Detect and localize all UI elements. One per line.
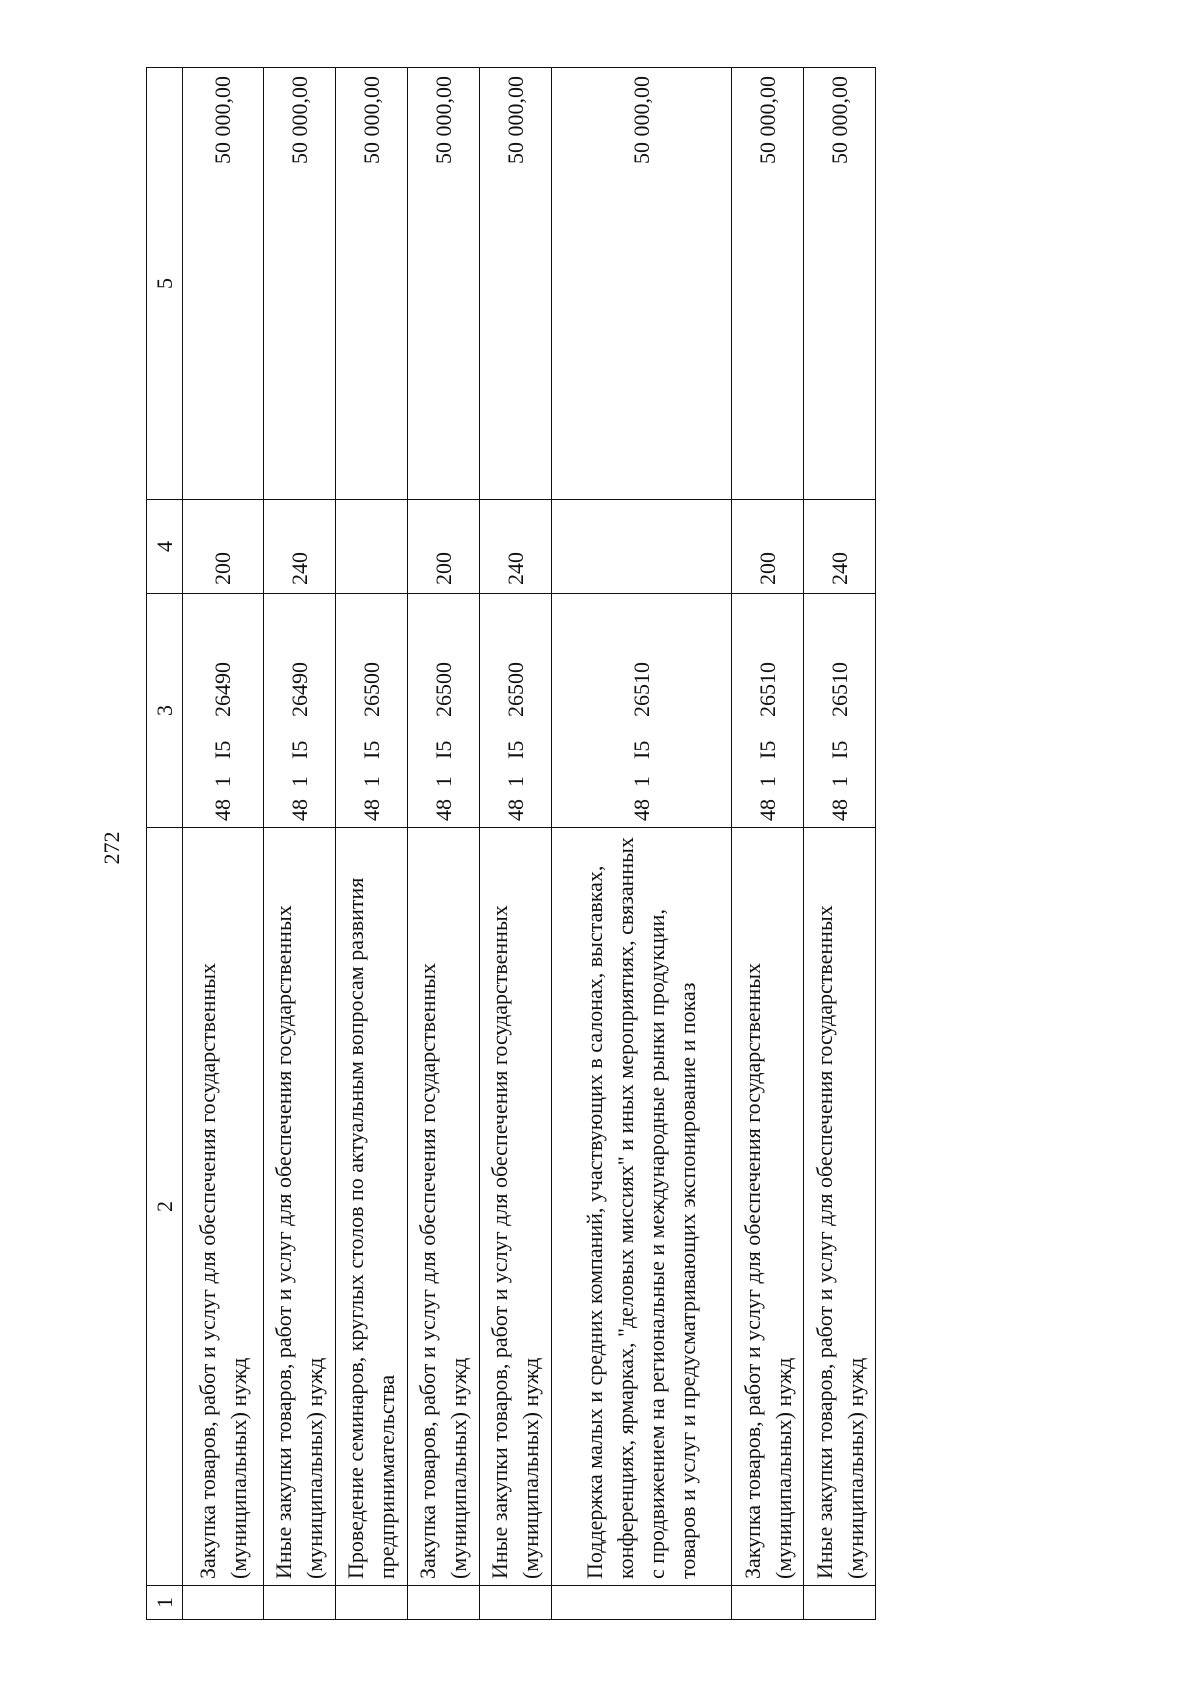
- description-cell: Поддержка малых и средних компаний, участвующих в салонах, выставках, конференциях, ярмарках, "деловых миссиях" и иных мероприятиях, связанных с продвижением на региональные и международные рынки продукции, товаров и услуг и предусматривающих экспонирование и показ: [551, 828, 732, 1586]
- classification-code-cell: 481I526500: [479, 594, 551, 828]
- description-cell: Иные закупки товаров, работ и услуг для обеспечения государственных (муниципальных) нужд: [479, 828, 551, 1586]
- table-row: [804, 68, 876, 1620]
- description-cell: Закупка товаров, работ и услуг для обеспечения государственных (муниципальных) нужд: [407, 828, 479, 1586]
- amount-cell: 50 000,00: [732, 68, 804, 500]
- amount-cell: 50 000,00: [335, 68, 407, 500]
- description-cell: Закупка товаров, работ и услуг для обеспечения государственных (муниципальных) нужд: [183, 828, 264, 1586]
- row-number-cell: [335, 1586, 407, 1620]
- classification-code-cell: 481I526490: [183, 594, 264, 828]
- column-header-1: 1: [147, 1586, 183, 1620]
- table-header-row: [147, 68, 183, 1620]
- amount-cell: 50 000,00: [407, 68, 479, 500]
- expense-type-cell: [335, 500, 407, 594]
- table-row: [551, 68, 732, 1620]
- row-number-cell: [732, 1586, 804, 1620]
- expense-type-cell: [551, 500, 732, 594]
- table-row: [407, 68, 479, 1620]
- column-header-4: 4: [147, 500, 183, 594]
- page-number: 272: [99, 831, 124, 865]
- column-header-3: 3: [147, 594, 183, 828]
- table-row: [335, 68, 407, 1620]
- amount-cell: 50 000,00: [479, 68, 551, 500]
- description-cell: Иные закупки товаров, работ и услуг для обеспечения государственных (муниципальных) нужд: [263, 828, 335, 1586]
- classification-code-cell: 481I526500: [407, 594, 479, 828]
- classification-code-cell: 481I526510: [804, 594, 876, 828]
- row-number-cell: [479, 1586, 551, 1620]
- expense-type-cell: 200: [407, 500, 479, 594]
- row-number-cell: [263, 1586, 335, 1620]
- column-header-5: 5: [147, 68, 183, 500]
- classification-code-cell: 481I526510: [732, 594, 804, 828]
- amount-cell: 50 000,00: [263, 68, 335, 500]
- description-cell: Иные закупки товаров, работ и услуг для обеспечения государственных (муниципальных) нужд: [804, 828, 876, 1586]
- classification-code-cell: 481I526490: [263, 594, 335, 828]
- classification-code-cell: 481I526500: [335, 594, 407, 828]
- table-row: [183, 68, 264, 1620]
- classification-code-cell: 481I526510: [551, 594, 732, 828]
- row-number-cell: [407, 1586, 479, 1620]
- table-row: [732, 68, 804, 1620]
- table-row: [263, 68, 335, 1620]
- row-number-cell: [551, 1586, 732, 1620]
- expense-type-cell: 240: [263, 500, 335, 594]
- budget-table-rotated: [146, 68, 876, 1620]
- expense-type-cell: 200: [732, 500, 804, 594]
- row-number-cell: [804, 1586, 876, 1620]
- table-row: [479, 68, 551, 1620]
- amount-cell: 50 000,00: [804, 68, 876, 500]
- expense-type-cell: 200: [183, 500, 264, 594]
- amount-cell: 50 000,00: [183, 68, 264, 500]
- expense-type-cell: 240: [804, 500, 876, 594]
- expense-type-cell: 240: [479, 500, 551, 594]
- budget-table: [146, 67, 876, 1620]
- column-header-2: 2: [147, 828, 183, 1586]
- amount-cell: 50 000,00: [551, 68, 732, 500]
- description-cell: Закупка товаров, работ и услуг для обеспечения государственных (муниципальных) нужд: [732, 828, 804, 1586]
- row-number-cell: [183, 1586, 264, 1620]
- description-cell: Проведение семинаров, круглых столов по актуальным вопросам развития предпринимательства: [335, 828, 407, 1586]
